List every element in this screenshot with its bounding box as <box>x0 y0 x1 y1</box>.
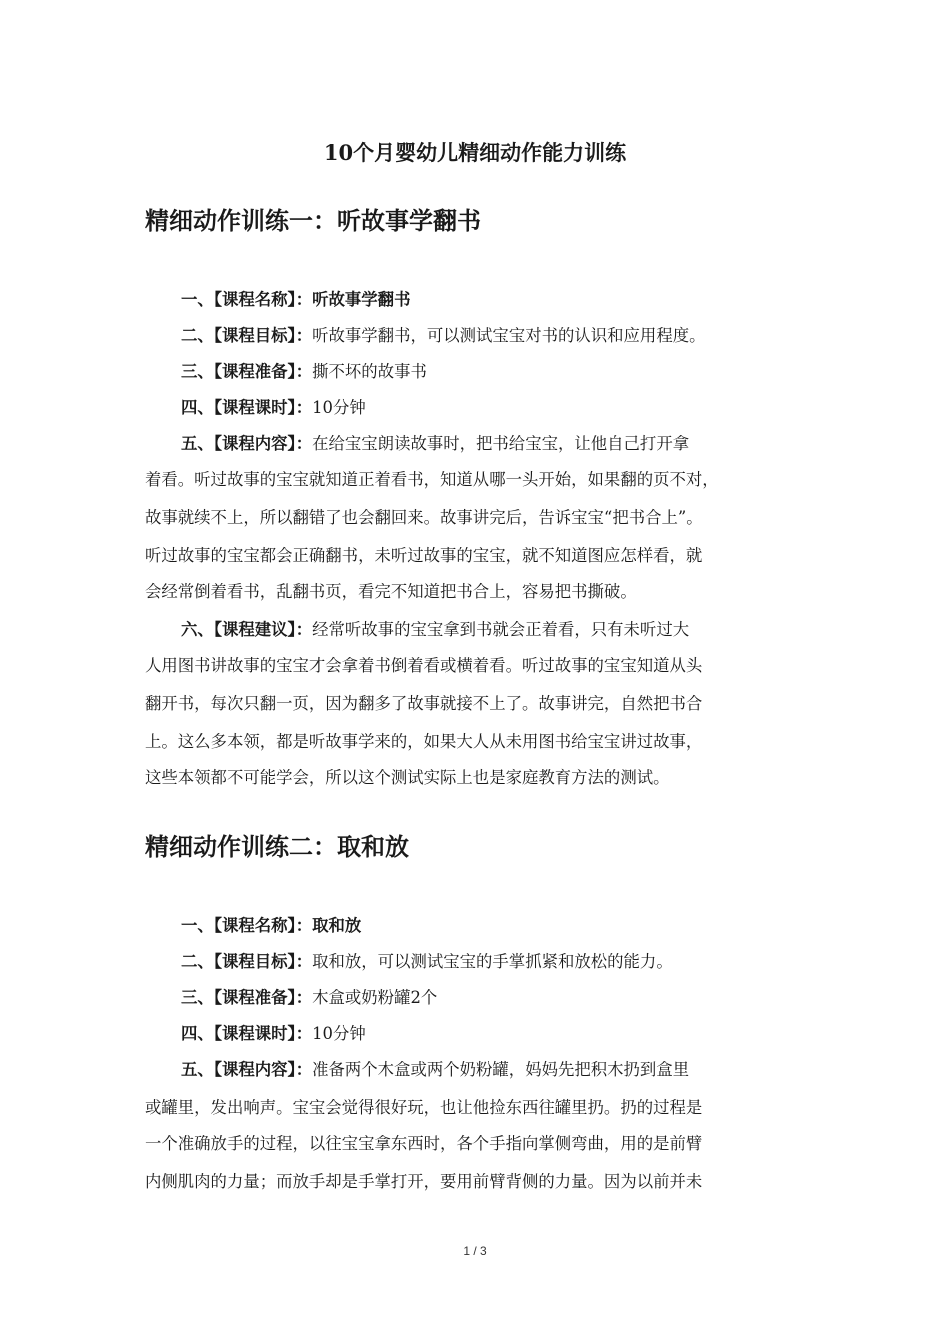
s2-course-goal <box>181 950 853 974</box>
s2-course-duration-value: 10分钟 <box>312 1024 366 1043</box>
s2-course-duration <box>181 1022 853 1046</box>
s1-course-goal-value: 听故事学翻书，可以测试宝宝对书的认识和应用程度。 <box>312 326 706 345</box>
s2-course-prep-value: 木盒或奶粉罐2个 <box>312 988 438 1007</box>
s2-course-name-value: 取和放 <box>312 916 362 935</box>
s2-course-prep <box>181 986 853 1010</box>
s1-course-content <box>181 432 853 456</box>
s2-content-line: 或罐里，发出响声。宝宝会觉得很好玩，也让他捡东西往罐里扔。扔的过程是 <box>145 1098 703 1117</box>
s2-course-content-label: 五、【课程内容】： <box>181 1060 313 1079</box>
s1-course-content-label: 五、【课程内容】： <box>181 434 313 453</box>
s1-course-goal-label: 二、【课程目标】： <box>181 326 313 345</box>
s1-advice-line: 这些本领都不可能学会，所以这个测试实际上也是家庭教育方法的测试。 <box>145 768 670 787</box>
s2-course-goal-value: 取和放，可以测试宝宝的手掌抓紧和放松的能力。 <box>312 952 673 971</box>
s2-course-goal-label: 二、【课程目标】： <box>181 952 313 971</box>
s2-course-content-value: 准备两个木盒或两个奶粉罐，妈妈先把积木扔到盒里 <box>312 1060 690 1079</box>
s1-course-name-value: 听故事学翻书 <box>312 290 411 309</box>
document-title: 10个月婴幼儿精细动作能力训练 <box>323 140 627 165</box>
s1-course-name <box>181 288 853 312</box>
s1-course-duration <box>181 396 853 420</box>
s1-content-line: 着看。听过故事的宝宝就知道正着看书，知道从哪一头开始，如果翻的页不对， <box>145 470 719 489</box>
s1-advice-line: 翻开书，每次只翻一页，因为翻多了故事就接不上了。故事讲完，自然把书合 <box>145 694 703 713</box>
s2-course-name-label: 一、【课程名称】： <box>181 916 313 935</box>
s1-course-content-value: 在给宝宝朗读故事时，把书给宝宝，让他自己打开拿 <box>312 434 690 453</box>
s2-course-duration-label: 四、【课程课时】： <box>181 1024 313 1043</box>
s2-course-prep-label: 三、【课程准备】： <box>181 988 313 1007</box>
s1-course-prep-value: 撕不坏的故事书 <box>312 362 427 381</box>
s1-content-line: 听过故事的宝宝都会正确翻书，未听过故事的宝宝，就不知道图应怎样看，就 <box>145 546 703 565</box>
s1-course-name-label: 一、【课程名称】： <box>181 290 313 309</box>
s1-course-duration-label: 四、【课程课时】： <box>181 398 313 417</box>
s1-course-advice-value: 经常听故事的宝宝拿到书就会正着看，只有未听过大 <box>312 620 690 639</box>
page-indicator: 1 / 3 <box>463 1244 487 1258</box>
s1-course-advice <box>181 618 853 642</box>
s1-course-duration-value: 10分钟 <box>312 398 366 417</box>
s1-advice-line: 上。这么多本领，都是听故事学来的，如果大人从未用图书给宝宝讲过故事， <box>145 732 703 751</box>
section-1-heading: 精细动作训练一：听故事学翻书 <box>145 206 481 235</box>
s2-course-name <box>181 914 853 938</box>
s1-advice-line: 人用图书讲故事的宝宝才会拿着书倒着看或横着看。听过故事的宝宝知道从头 <box>145 656 703 675</box>
s2-content-line: 内侧肌肉的力量；而放手却是手掌打开，要用前臂背侧的力量。因为以前并未 <box>145 1172 703 1191</box>
s1-content-line: 会经常倒着看书，乱翻书页，看完不知道把书合上，容易把书撕破。 <box>145 582 637 601</box>
s1-content-line: 故事就续不上，所以翻错了也会翻回来。故事讲完后，告诉宝宝“把书合上”。 <box>145 508 703 527</box>
s1-course-advice-label: 六、【课程建议】： <box>181 620 313 639</box>
s2-content-line: 一个准确放手的过程，以往宝宝拿东西时，各个手指向掌侧弯曲，用的是前臂 <box>145 1134 703 1153</box>
s1-course-goal <box>181 324 853 348</box>
s1-course-prep <box>181 360 853 384</box>
s1-course-prep-label: 三、【课程准备】： <box>181 362 313 381</box>
s2-course-content <box>181 1058 853 1082</box>
section-2-heading: 精细动作训练二：取和放 <box>145 832 409 861</box>
